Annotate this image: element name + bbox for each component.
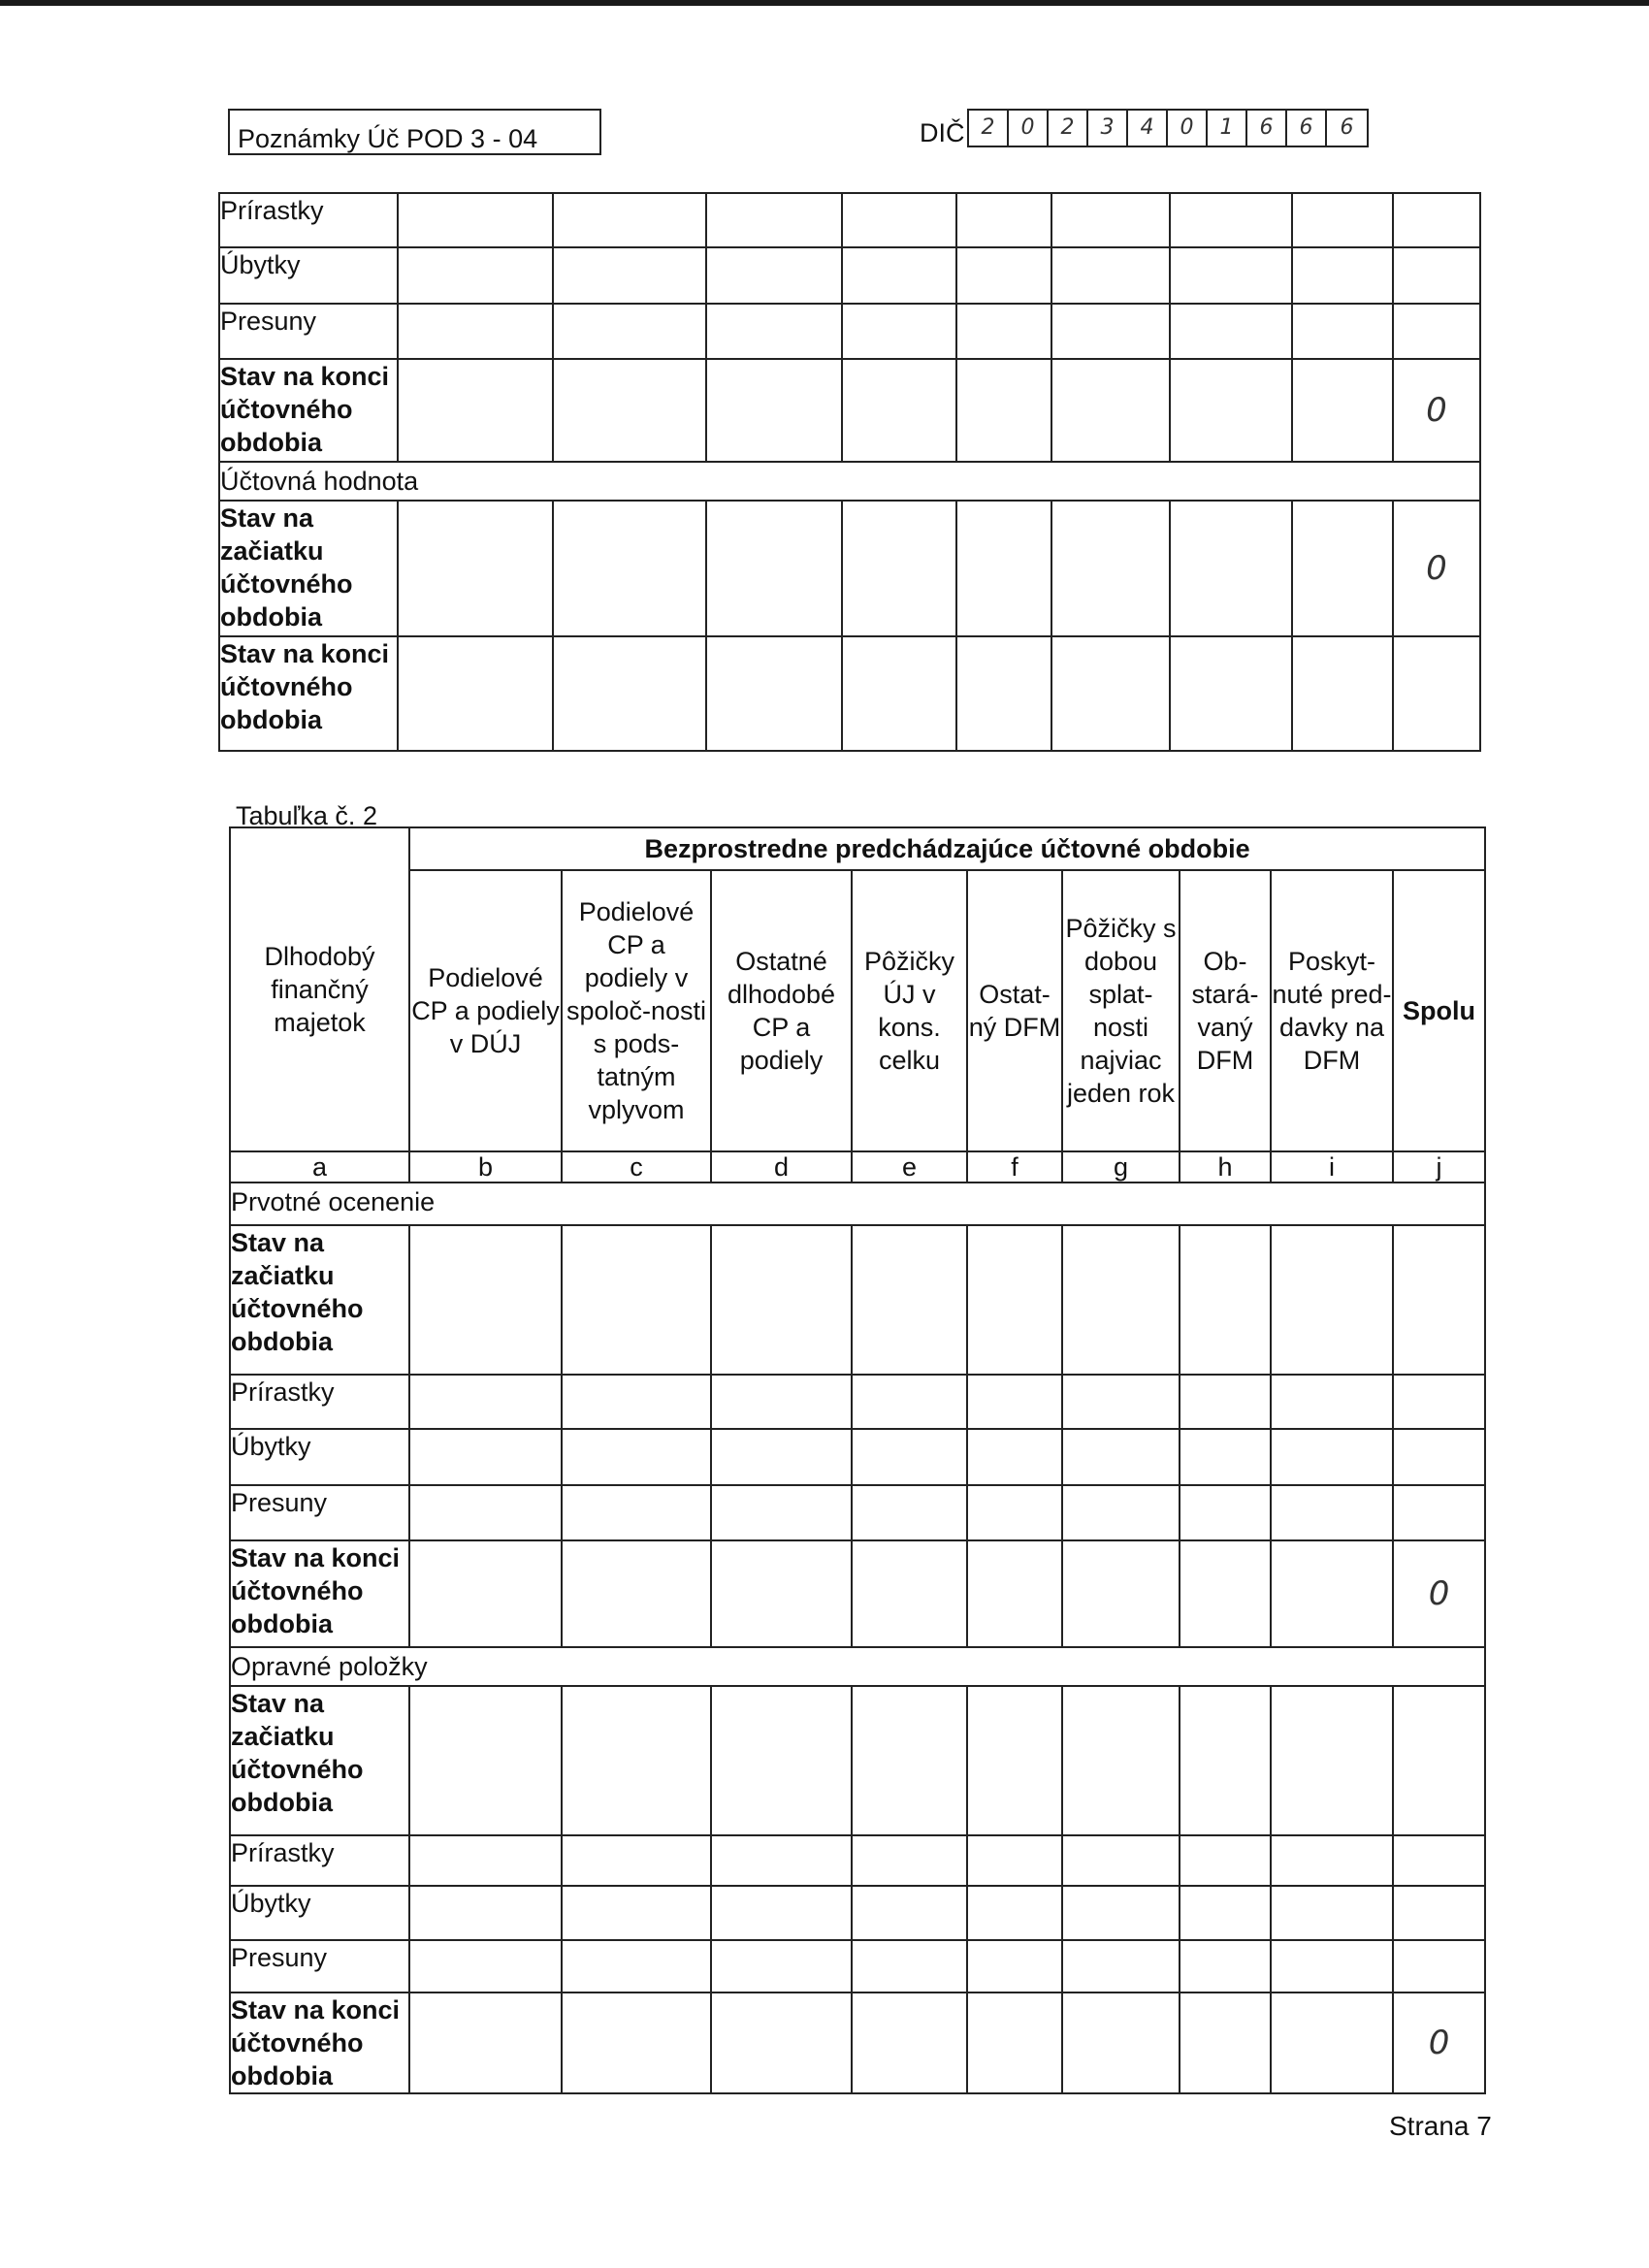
column-header: Podielové CP a podiely v spoloč-nosti s pods-tatným vplyvom <box>562 870 711 1151</box>
value-cell <box>1062 1686 1180 1835</box>
value-cell <box>409 1225 562 1375</box>
column-header-first: Dlhodobý finančný majetok <box>230 827 409 1151</box>
column-letter: e <box>852 1151 967 1183</box>
dic-label: DIČ <box>920 118 965 147</box>
value-cell <box>1170 304 1292 359</box>
value-cell <box>1062 1375 1180 1429</box>
row-label: Stav na začiatku účtovného obdobia <box>230 1225 409 1375</box>
table-row <box>230 1225 1485 1375</box>
value-cell <box>956 501 1051 636</box>
dic-digit: 1 <box>1208 111 1247 146</box>
value-cell <box>562 1485 711 1540</box>
value-cell <box>967 1886 1062 1940</box>
section-label: Prvotné ocenenie <box>230 1183 1485 1225</box>
row-label: Stav na konci účtovného obdobia <box>230 1540 409 1647</box>
value-cell <box>1271 1540 1393 1647</box>
dic-digit: 6 <box>1247 111 1287 146</box>
column-header: Pôžičky s dobou splat-nosti najviac jeden rok <box>1062 870 1180 1151</box>
row-label: Úbytky <box>230 1886 409 1940</box>
spolu-cell <box>1393 1429 1485 1485</box>
dic-digit: 0 <box>1168 111 1208 146</box>
row-label: Stav na začiatku účtovného obdobia <box>219 501 398 636</box>
value-cell <box>1170 193 1292 247</box>
value-cell <box>956 304 1051 359</box>
value-cell <box>398 359 553 462</box>
value-cell <box>967 1835 1062 1886</box>
column-letter: c <box>562 1151 711 1183</box>
dic-digit: 6 <box>1340 115 1354 140</box>
value-cell <box>711 1835 852 1886</box>
spolu-cell <box>1393 304 1480 359</box>
value-cell <box>967 1485 1062 1540</box>
value-cell <box>562 1940 711 1993</box>
value-cell <box>553 247 706 304</box>
value-cell <box>1062 1940 1180 1993</box>
value-cell <box>967 1686 1062 1835</box>
dic-boxes <box>967 109 1369 147</box>
value-cell <box>1271 1375 1393 1429</box>
value-cell <box>967 1225 1062 1375</box>
value-cell <box>562 1540 711 1647</box>
value-cell <box>711 1886 852 1940</box>
value-cell <box>1180 1686 1271 1835</box>
value-cell <box>398 501 553 636</box>
value-cell <box>553 359 706 462</box>
value-cell <box>967 1429 1062 1485</box>
form-title: Poznámky Úč POD 3 - 04 <box>228 109 601 155</box>
value-cell <box>1051 636 1170 751</box>
value-cell <box>967 1540 1062 1647</box>
spolu-cell: 0 <box>1393 1540 1485 1647</box>
value-cell <box>711 1940 852 1993</box>
column-letter: b <box>409 1151 562 1183</box>
table-row <box>230 1375 1485 1429</box>
page-number: Strana 7 <box>1389 2111 1492 2141</box>
value-cell <box>1180 1940 1271 1993</box>
value-cell <box>852 1225 967 1375</box>
column-header: Ostat-ný DFM <box>967 870 1062 1151</box>
value-cell <box>842 304 956 359</box>
row-label: Prírastky <box>230 1375 409 1429</box>
row-label: Stav na začiatku účtovného obdobia <box>230 1686 409 1835</box>
table-row <box>219 359 1480 462</box>
table-row <box>230 1485 1485 1540</box>
value-cell <box>1062 1993 1180 2093</box>
table-row <box>230 1686 1485 1835</box>
value-cell <box>1271 1886 1393 1940</box>
value-cell <box>1292 636 1393 751</box>
section-row <box>219 462 1480 501</box>
value-cell <box>1170 247 1292 304</box>
value-cell <box>1062 1485 1180 1540</box>
spolu-cell: 0 <box>1393 501 1480 636</box>
value-cell <box>398 247 553 304</box>
table-row <box>219 247 1480 304</box>
column-letter: i <box>1271 1151 1393 1183</box>
value-cell <box>711 1993 852 2093</box>
value-cell <box>1292 247 1393 304</box>
value-cell <box>1292 304 1393 359</box>
column-header: Poskyt-nuté pred-davky na DFM <box>1271 870 1393 1151</box>
row-label: Presuny <box>230 1940 409 1993</box>
value-cell <box>706 636 842 751</box>
value-cell <box>706 304 842 359</box>
value-cell <box>967 1993 1062 2093</box>
column-header: Pôžičky ÚJ v kons. celku <box>852 870 967 1151</box>
value-cell <box>1051 501 1170 636</box>
value-cell <box>1051 247 1170 304</box>
table-row <box>230 1886 1485 1940</box>
dic-digit: 4 <box>1128 111 1168 146</box>
value-cell <box>1292 359 1393 462</box>
value-cell <box>1271 1686 1393 1835</box>
table-2-caption: Tabuľka č. 2 <box>236 801 377 830</box>
scan-edge <box>0 0 1649 6</box>
value-cell <box>409 1886 562 1940</box>
spolu-cell <box>1393 193 1480 247</box>
value-cell <box>711 1485 852 1540</box>
spolu-cell <box>1393 1886 1485 1940</box>
spolu-cell <box>1393 1225 1485 1375</box>
value-cell <box>398 636 553 751</box>
value-cell <box>842 359 956 462</box>
row-label: Stav na konci účtovného obdobia <box>230 1993 409 2093</box>
table-row <box>230 1940 1485 1993</box>
header-row <box>230 827 1485 870</box>
column-letter: j <box>1393 1151 1485 1183</box>
section-row <box>230 1183 1485 1225</box>
value-cell <box>553 636 706 751</box>
value-cell <box>842 636 956 751</box>
value-cell <box>409 1375 562 1429</box>
value-cell <box>1062 1429 1180 1485</box>
value-cell <box>1051 193 1170 247</box>
table-row <box>230 1429 1485 1485</box>
column-header: Podielové CP a podiely v DÚJ <box>409 870 562 1151</box>
column-letter: a <box>230 1151 409 1183</box>
value-cell <box>553 193 706 247</box>
value-cell <box>706 359 842 462</box>
value-cell <box>553 501 706 636</box>
spolu-cell <box>1393 636 1480 751</box>
table-1 <box>218 192 1481 752</box>
value-cell <box>852 1993 967 2093</box>
value-cell <box>1180 1429 1271 1485</box>
value-cell <box>711 1429 852 1485</box>
value-cell <box>398 193 553 247</box>
value-cell <box>1180 1540 1271 1647</box>
value-cell <box>1170 359 1292 462</box>
value-cell <box>1292 501 1393 636</box>
value-cell <box>711 1225 852 1375</box>
value-cell <box>852 1485 967 1540</box>
column-letter: g <box>1062 1151 1180 1183</box>
value-cell <box>562 1375 711 1429</box>
value-cell <box>1180 1886 1271 1940</box>
value-cell <box>562 1225 711 1375</box>
value-cell <box>956 193 1051 247</box>
value-cell <box>956 247 1051 304</box>
row-label: Prírastky <box>219 193 398 247</box>
value-cell <box>1051 304 1170 359</box>
value-cell <box>852 1686 967 1835</box>
table-row <box>219 636 1480 751</box>
value-cell <box>711 1540 852 1647</box>
table-row <box>230 1993 1485 2093</box>
value-cell <box>1062 1225 1180 1375</box>
row-label: Stav na konci účtovného obdobia <box>219 636 398 751</box>
value-cell <box>852 1375 967 1429</box>
value-cell <box>842 247 956 304</box>
value-cell <box>553 304 706 359</box>
value-cell <box>1271 1835 1393 1886</box>
column-header: Ob-stará-vaný DFM <box>1180 870 1271 1151</box>
value-cell <box>1062 1540 1180 1647</box>
value-cell <box>1062 1835 1180 1886</box>
value-cell <box>1271 1940 1393 1993</box>
value-cell <box>1180 1835 1271 1886</box>
value-cell <box>1180 1225 1271 1375</box>
row-label: Presuny <box>219 304 398 359</box>
value-cell <box>1180 1485 1271 1540</box>
value-cell <box>852 1429 967 1485</box>
value-cell <box>1170 636 1292 751</box>
column-letter: h <box>1180 1151 1271 1183</box>
value-cell <box>1062 1886 1180 1940</box>
value-cell <box>1271 1993 1393 2093</box>
spolu-cell <box>1393 1686 1485 1835</box>
table-row <box>219 304 1480 359</box>
column-letter: f <box>967 1151 1062 1183</box>
value-cell <box>1292 193 1393 247</box>
spolu-cell <box>1393 1835 1485 1886</box>
value-cell <box>956 359 1051 462</box>
value-cell <box>409 1835 562 1886</box>
value-cell <box>562 1835 711 1886</box>
column-header: Spolu <box>1393 870 1485 1151</box>
period-header: Bezprostredne predchádzajúce účtovné obdobie <box>409 827 1485 870</box>
column-header: Ostatné dlhodobé CP a podiely <box>711 870 852 1151</box>
value-cell <box>562 1993 711 2093</box>
value-cell <box>706 501 842 636</box>
value-cell <box>1271 1225 1393 1375</box>
value-cell <box>706 247 842 304</box>
value-cell <box>1271 1485 1393 1540</box>
value-cell <box>852 1540 967 1647</box>
value-cell <box>562 1886 711 1940</box>
dic-digit: 3 <box>1088 111 1128 146</box>
spolu-cell <box>1393 1485 1485 1540</box>
value-cell <box>409 1686 562 1835</box>
value-cell <box>956 636 1051 751</box>
header-row <box>230 870 1485 1151</box>
value-cell <box>409 1940 562 1993</box>
value-cell <box>409 1993 562 2093</box>
value-cell <box>706 193 842 247</box>
row-label: Úbytky <box>230 1429 409 1485</box>
dic-digit: 2 <box>1049 111 1088 146</box>
spolu-cell <box>1393 247 1480 304</box>
spolu-cell <box>1393 1375 1485 1429</box>
spolu-cell: 0 <box>1393 359 1480 462</box>
value-cell <box>967 1375 1062 1429</box>
column-letter: d <box>711 1151 852 1183</box>
dic-digit: 0 <box>1009 111 1049 146</box>
table-2 <box>229 826 1486 2094</box>
spolu-cell: 0 <box>1393 1993 1485 2093</box>
value-cell <box>409 1485 562 1540</box>
value-cell <box>711 1686 852 1835</box>
section-label: Účtovná hodnota <box>219 462 1480 501</box>
value-cell <box>1170 501 1292 636</box>
value-cell <box>852 1835 967 1886</box>
value-cell <box>409 1540 562 1647</box>
section-label: Opravné položky <box>230 1647 1485 1686</box>
section-row <box>230 1647 1485 1686</box>
value-cell <box>409 1429 562 1485</box>
spolu-cell <box>1393 1940 1485 1993</box>
table-row <box>230 1540 1485 1647</box>
value-cell <box>842 501 956 636</box>
value-cell <box>852 1886 967 1940</box>
dic-digit: 6 <box>1287 111 1327 146</box>
value-cell <box>1271 1429 1393 1485</box>
value-cell <box>1180 1993 1271 2093</box>
letter-row <box>230 1151 1485 1183</box>
dic-digit: 2 <box>969 111 1009 146</box>
value-cell <box>1051 359 1170 462</box>
value-cell <box>967 1940 1062 1993</box>
value-cell <box>842 193 956 247</box>
row-label: Stav na konci účtovného obdobia <box>219 359 398 462</box>
table-row <box>230 1835 1485 1886</box>
value-cell <box>1180 1375 1271 1429</box>
table-row <box>219 193 1480 247</box>
row-label: Úbytky <box>219 247 398 304</box>
row-label: Presuny <box>230 1485 409 1540</box>
value-cell <box>398 304 553 359</box>
value-cell <box>562 1429 711 1485</box>
table-row <box>219 501 1480 636</box>
value-cell <box>852 1940 967 1993</box>
row-label: Prírastky <box>230 1835 409 1886</box>
value-cell <box>562 1686 711 1835</box>
value-cell <box>711 1375 852 1429</box>
